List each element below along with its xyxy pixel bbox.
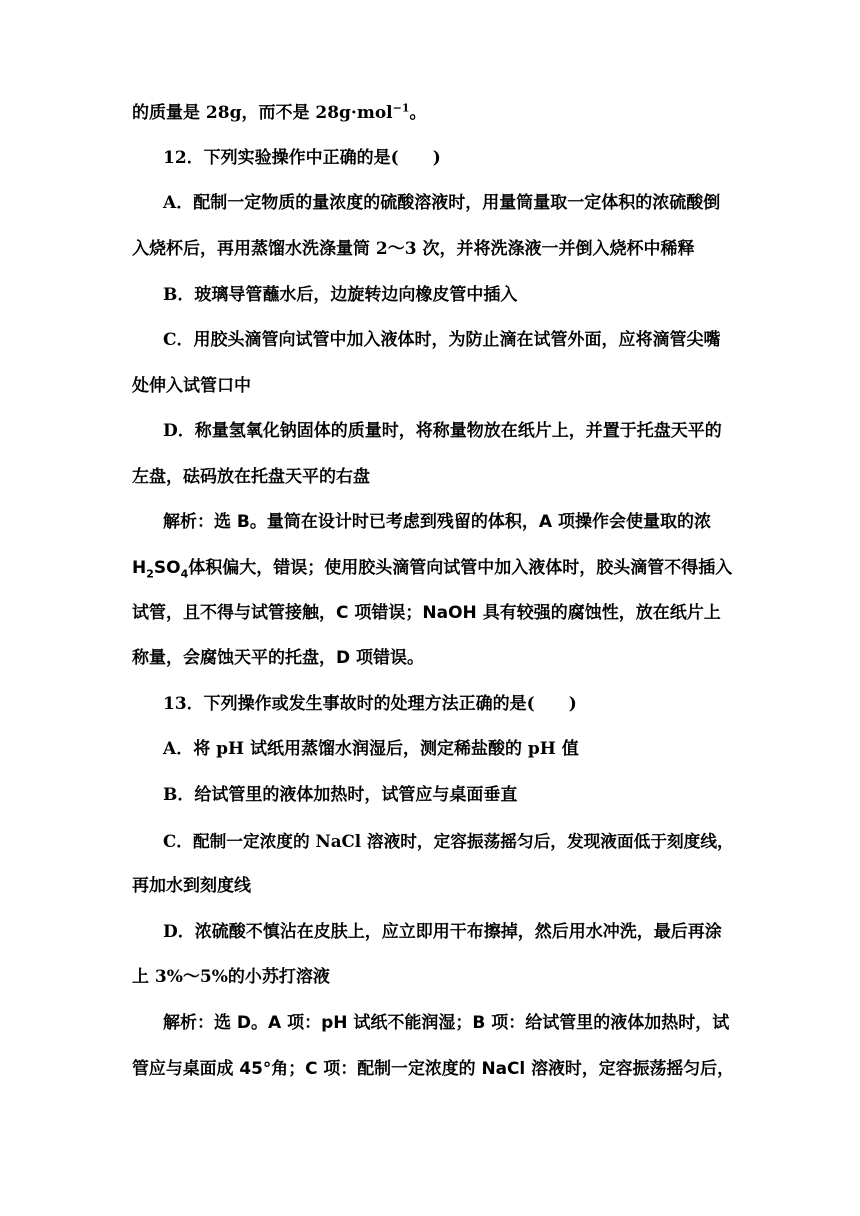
continuation-end: 。 bbox=[409, 103, 427, 123]
q12-option-c-line1: C．用胶头滴管向试管中加入液体时，为防止滴在试管外面，应将滴管尖嘴 bbox=[163, 330, 721, 350]
q12-option-d-line1: D．称量氢氧化钠固体的质量时，将称量物放在纸片上，并置于托盘天平的 bbox=[163, 421, 722, 441]
q12-stem: 12．下列实验操作中正确的是( ) bbox=[163, 148, 441, 168]
q13-option-d-line1: D．浓硫酸不慎沾在皮肤上，应立即用干布擦掉，然后用水冲洗，最后再涂 bbox=[163, 922, 722, 942]
q13-option-d-line2: 上 3%～5%的小苏打溶液 bbox=[132, 967, 330, 987]
q12-analysis-line3: 试管，且不得与试管接触，C 项错误；NaOH 具有较强的腐蚀性，放在纸片上 bbox=[132, 603, 721, 623]
q12-option-a-line2: 入烧杯后，再用蒸馏水洗涤量筒 2～3 次，并将洗涤液一并倒入烧杯中稀释 bbox=[132, 239, 695, 259]
q13-option-c-line2: 再加水到刻度线 bbox=[132, 876, 251, 896]
analysis-text: 体积偏大，错误；使用胶头滴管向试管中加入液体时，胶头滴管不得插入 bbox=[188, 558, 733, 578]
q12-analysis-line1: 解析：选 B。量筒在设计时已考虑到残留的体积，A 项操作会使量取的浓 bbox=[163, 512, 711, 532]
q12-analysis-line4: 称量，会腐蚀天平的托盘，D 项错误。 bbox=[132, 648, 425, 668]
formula-so: SO bbox=[153, 558, 181, 578]
q13-option-b: B．给试管里的液体加热时，试管应与桌面垂直 bbox=[163, 785, 518, 805]
q13-analysis-line1: 解析：选 D。A 项：pH 试纸不能润湿；B 项：给试管里的液体加热时，试 bbox=[163, 1013, 730, 1033]
q12-option-b: B．玻璃导管蘸水后，边旋转边向橡皮管中插入 bbox=[163, 285, 518, 305]
q13-analysis-line2: 管应与桌面成 45°角；C 项：配制一定浓度的 NaCl 溶液时，定容振荡摇匀后， bbox=[132, 1058, 734, 1078]
q12-option-d-line2: 左盘，砝码放在托盘天平的右盘 bbox=[132, 467, 370, 487]
q12-analysis-line2 bbox=[132, 553, 732, 583]
formula-h: H bbox=[132, 558, 147, 578]
q12-option-c-line2: 处伸入试管口中 bbox=[132, 376, 251, 396]
unit-superscript: −1 bbox=[392, 101, 410, 115]
continuation-line bbox=[132, 98, 427, 128]
continuation-text: 的质量是 28g，而不是 28g·mol bbox=[132, 103, 393, 123]
formula-subscript-2: 2 bbox=[146, 567, 154, 581]
q13-option-c-line1: C．配制一定浓度的 NaCl 溶液时，定容振荡摇匀后，发现液面低于刻度线， bbox=[163, 831, 734, 851]
q13-stem: 13．下列操作或发生事故时的处理方法正确的是( ) bbox=[163, 694, 577, 714]
formula-subscript-4: 4 bbox=[180, 567, 189, 581]
q12-option-a-line1: A．配制一定物质的量浓度的硫酸溶液时，用量筒量取一定体积的浓硫酸倒 bbox=[163, 193, 721, 213]
q13-option-a: A．将 pH 试纸用蒸馏水润湿后，测定稀盐酸的 pH 值 bbox=[163, 739, 579, 759]
